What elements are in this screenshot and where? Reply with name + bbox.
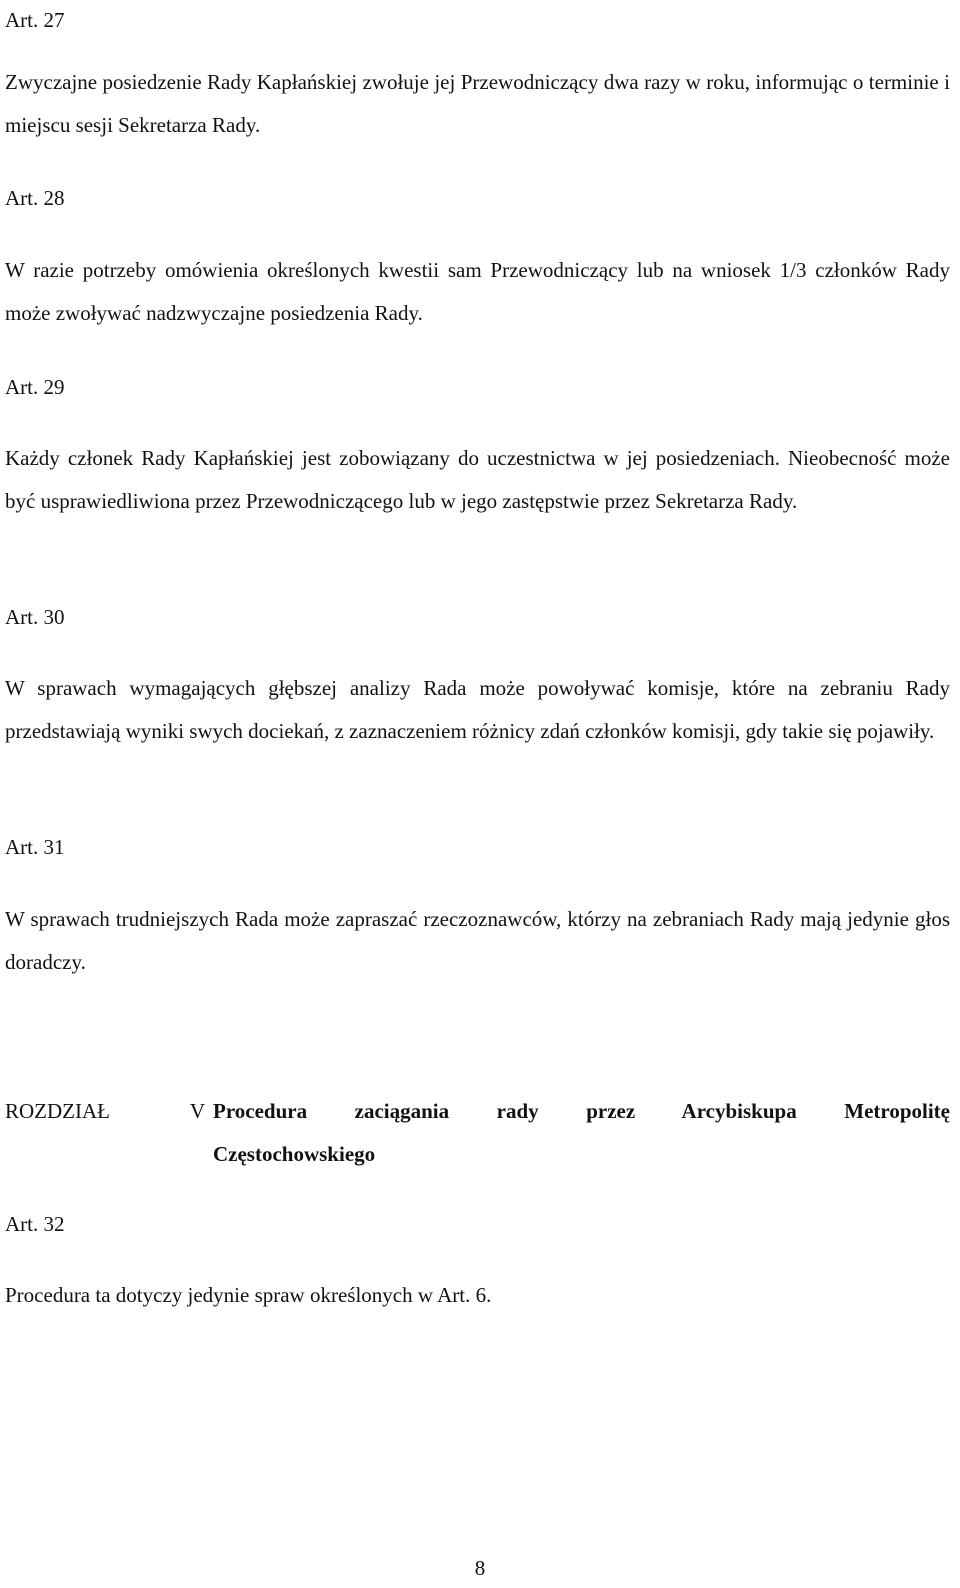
article-28-text: W razie potrzeby omówienia określonych kwestii sam Przewodniczący lub na wniosek 1/3 członków Rady może zwoływać nadzwyczajne posiedzenia Rady. bbox=[5, 258, 950, 325]
chapter-title-line1: Procedura zaciągania rady przez Arcybiskupa Metropolitę bbox=[213, 1099, 950, 1123]
article-32-heading: Art. 32 bbox=[5, 1212, 65, 1236]
article-28-heading: Art. 28 bbox=[5, 186, 65, 210]
article-30-text: W sprawach wymagających głębszej analizy Rada może powoływać komisje, które na zebraniu Rady przedstawiają wyniki swych dociekań, z zaznaczeniem różnicy zdań członków komisji, gdy takie się pojawiły. bbox=[5, 676, 950, 743]
chapter-title-line2: Częstochowskiego bbox=[213, 1142, 376, 1166]
article-30-heading: Art. 30 bbox=[5, 605, 65, 629]
chapter-label-number: V bbox=[189, 1099, 205, 1123]
article-29-text: Każdy członek Rady Kapłańskiej jest zobowiązany do uczestnictwa w jej posiedzeniach. Nieobecność może być usprawiedliwiona przez Przewodniczącego lub w jego zastępstwie przez Sekretarza Rady. bbox=[5, 446, 950, 513]
page-number: 8 bbox=[474, 1556, 486, 1580]
chapter-label-word: ROZDZIAŁ bbox=[5, 1099, 110, 1123]
article-29-heading: Art. 29 bbox=[5, 375, 65, 399]
article-31-text: W sprawach trudniejszych Rada może zapraszać rzeczoznawców, którzy na zebraniach Rady mają jedynie głos doradczy. bbox=[5, 907, 950, 974]
chapter-label bbox=[5, 1090, 205, 1133]
article-31-heading: Art. 31 bbox=[5, 835, 65, 859]
chapter-heading bbox=[5, 1090, 950, 1176]
article-27-heading: Art. 27 bbox=[5, 8, 65, 32]
article-32-text: Procedura ta dotyczy jedynie spraw określonych w Art. 6. bbox=[5, 1283, 492, 1307]
article-27-text: Zwyczajne posiedzenie Rady Kapłańskiej zwołuje jej Przewodniczący dwa razy w roku, informując o terminie i miejscu sesji Sekretarza Rady. bbox=[5, 70, 950, 137]
